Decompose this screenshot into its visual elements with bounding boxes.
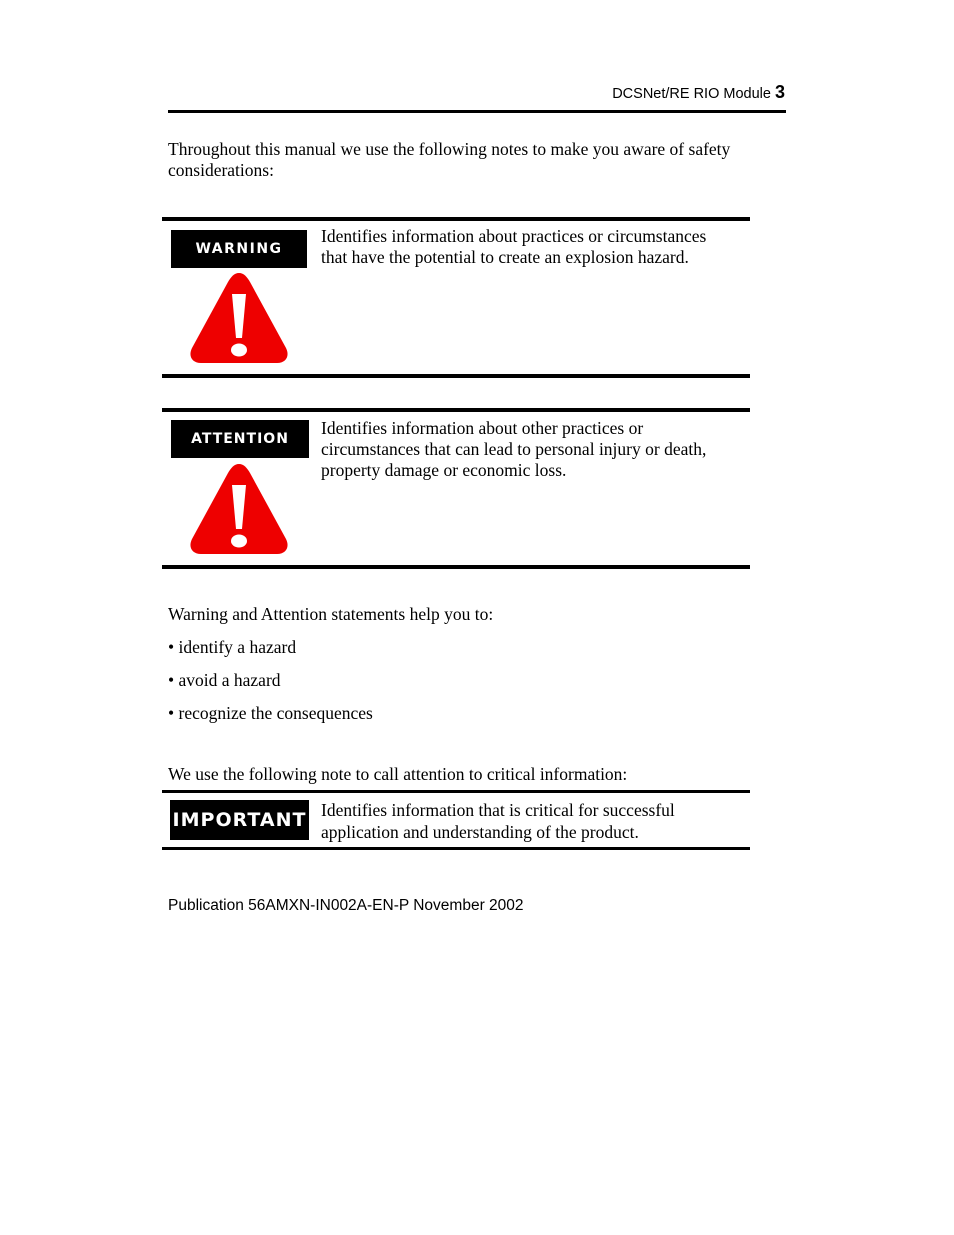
warning-bottom-rule — [162, 374, 750, 378]
header-title: DCSNet/RE RIO Module — [612, 86, 771, 102]
attention-text-line: Identifies information about other practices or — [321, 418, 644, 438]
important-label: IMPORTANT — [170, 800, 309, 840]
warning-text — [321, 226, 746, 268]
list-item: • recognize the consequences — [168, 703, 373, 723]
important-bottom-rule — [162, 847, 750, 850]
header-rule — [168, 110, 786, 113]
publication-footer: Publication 56AMXN-IN002A-EN-P November 2002 — [168, 897, 524, 914]
attention-top-rule — [162, 408, 750, 412]
important-top-rule — [162, 790, 750, 793]
hazard-triangle-icon — [187, 270, 291, 366]
important-text — [321, 799, 746, 843]
list-item: • avoid a hazard — [168, 670, 281, 690]
attention-bottom-rule — [162, 565, 750, 569]
important-text-line: Identifies information that is critical for successful — [321, 800, 675, 820]
important-text-line: application and understanding of the product. — [321, 822, 639, 842]
critical-intro: We use the following note to call attention to critical information: — [168, 764, 628, 784]
attention-text-line: property damage or economic loss. — [321, 460, 567, 480]
attention-label: ATTENTION — [171, 420, 309, 458]
warning-top-rule — [162, 217, 750, 221]
hazard-triangle-icon — [187, 461, 291, 557]
attention-text-line: circumstances that can lead to personal injury or death, — [321, 439, 707, 459]
warning-text-line: Identifies information about practices or circumstances — [321, 226, 707, 246]
intro-paragraph: Throughout this manual we use the following notes to make you aware of safety considerations: — [168, 139, 731, 180]
statements-intro: Warning and Attention statements help you to: — [168, 604, 494, 624]
running-header — [612, 82, 785, 103]
warning-label: WARNING — [171, 230, 307, 268]
warning-text-line: that have the potential to create an explosion hazard. — [321, 247, 689, 267]
attention-text — [321, 418, 746, 481]
page-number: 3 — [774, 82, 785, 102]
list-item: • identify a hazard — [168, 637, 297, 657]
